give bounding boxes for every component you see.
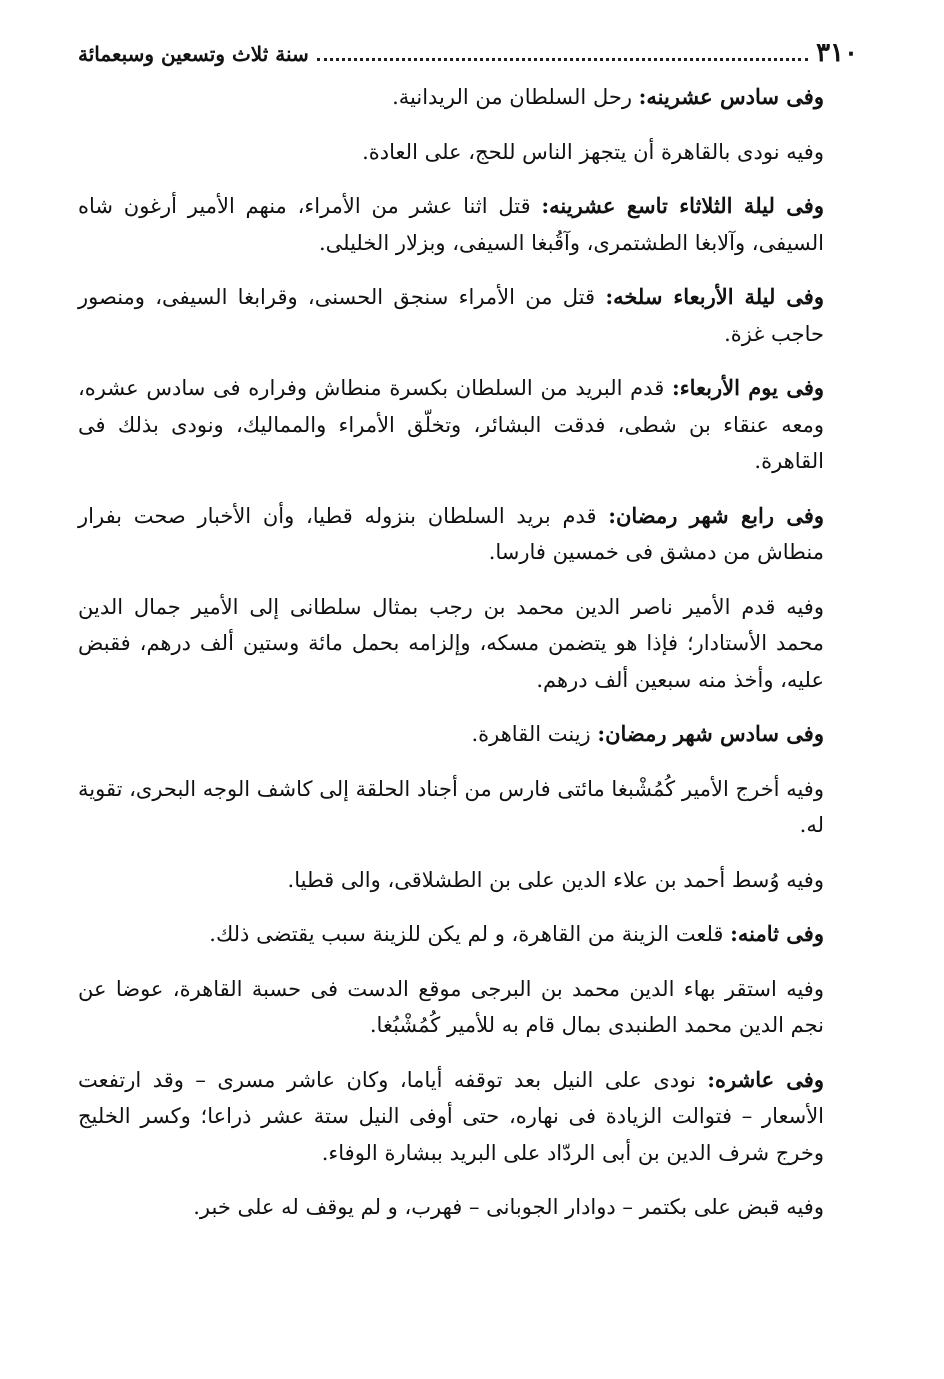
paragraph (78, 916, 846, 953)
page-number: ٣١٠ (816, 38, 858, 68)
paragraph (78, 716, 846, 753)
paragraph (78, 771, 846, 844)
paragraph-lead: وفى ليلة الأربعاء سلخه: (605, 284, 824, 309)
paragraph-lead: وفى ثامنه: (730, 921, 824, 946)
paragraph-text: قتل من الأمراء سنجق الحسنى، وقرابغا السيفى، ومنصور حاجب غزة. (78, 285, 824, 346)
paragraph-text: وفيه قبض على بكتمر – دوادار الجوبانى – فهرب، و لم يوقف له على خبر. (193, 1195, 824, 1219)
paragraph-text: قدم بريد السلطان بنزوله قطيا، وأن الأخبار صحت بفرار منطاش من دمشق فى خمسين فارسا. (78, 503, 824, 564)
paragraph (78, 79, 846, 116)
paragraph-text: وفيه وُسط أحمد بن علاء الدين على بن الطشلاقى، والى قطيا. (287, 867, 824, 892)
header-dot-leader (317, 57, 808, 61)
paragraph-text: قتل اثنا عشر من الأمراء، منهم الأمير أرغون شاه السيفى، وآلابغا الطشتمرى، وآقُبغا السيفى، وبزلار الخليلى. (78, 194, 824, 255)
page-header (78, 38, 858, 69)
paragraph (78, 589, 846, 699)
paragraph-text: نودى على النيل بعد توقفه أياما، وكان عاشر مسرى – وقد ارتفعت الأسعار – فتوالت الزيادة فى نهاره، حتى أوفى النيل ستة عشر ذراعا؛ وكسر الخليج وخرج شرف الدين بن أبى الردّاد على البريد ببشارة الوفاء. (78, 1067, 824, 1165)
paragraph (78, 862, 846, 899)
paragraph-lead: وفى ليلة الثلاثاء تاسع عشرينه: (541, 193, 824, 218)
paragraph-text: وفيه استقر بهاء الدين محمد بن البرجى موقع الدست فى حسبة القاهرة، عوضا عن نجم الدين محمد الطنبدى بمال قام به للأمير كُمُشْبُغا. (78, 976, 824, 1037)
paragraph-lead: وفى عاشره: (707, 1066, 824, 1092)
paragraph-text: وفيه نودى بالقاهرة أن يتجهز الناس للحج، على العادة. (362, 139, 824, 164)
paragraph (78, 1189, 846, 1226)
paragraph-lead: وفى رابع شهر رمضان: (608, 502, 825, 528)
page-body (78, 79, 846, 1226)
paragraph (78, 279, 846, 352)
paragraph (78, 370, 846, 480)
paragraph-text: قلعت الزينة من القاهرة، و لم يكن للزينة سبب يقتضى ذلك. (209, 922, 731, 946)
paragraph-text: زينت القاهرة. (471, 722, 598, 746)
paragraph (78, 134, 846, 171)
paragraph (78, 188, 846, 261)
paragraph-text: وفيه قدم الأمير ناصر الدين محمد بن رجب بمثال سلطانى إلى الأمير جمال الدين محمد الأستادار؛ فإذا هو يتضمن مسكه، وإلزامه بحمل مائة وستين ألف درهم، فقبض عليه، وأخذ منه سبعين ألف درهم. (78, 594, 824, 692)
paragraph (78, 971, 846, 1044)
paragraph-text: وفيه أخرج الأمير كُمُشْبغا مائتى فارس من أجناد الحلقة إلى كاشف الوجه البحرى، تقوية له. (78, 776, 824, 837)
paragraph-lead: وفى سادس شهر رمضان: (597, 721, 824, 746)
paragraph (78, 498, 846, 571)
paragraph-lead: وفى سادس عشرينه: (638, 84, 824, 109)
paragraph-text: رحل السلطان من الريدانية. (392, 85, 639, 109)
paragraph-lead: وفى يوم الأربعاء: (671, 375, 825, 400)
running-title: سنة ثلاث وتسعين وسبعمائة (78, 42, 309, 66)
paragraph-text: قدم البريد من السلطان بكسرة منطاش وفراره فى سادس عشره، ومعه عنقاء بن شطى، فدقت البشائر، وتخلّق الأمراء والمماليك، ونودى بذلك فى القاهرة. (78, 376, 824, 473)
paragraph (78, 1062, 846, 1172)
